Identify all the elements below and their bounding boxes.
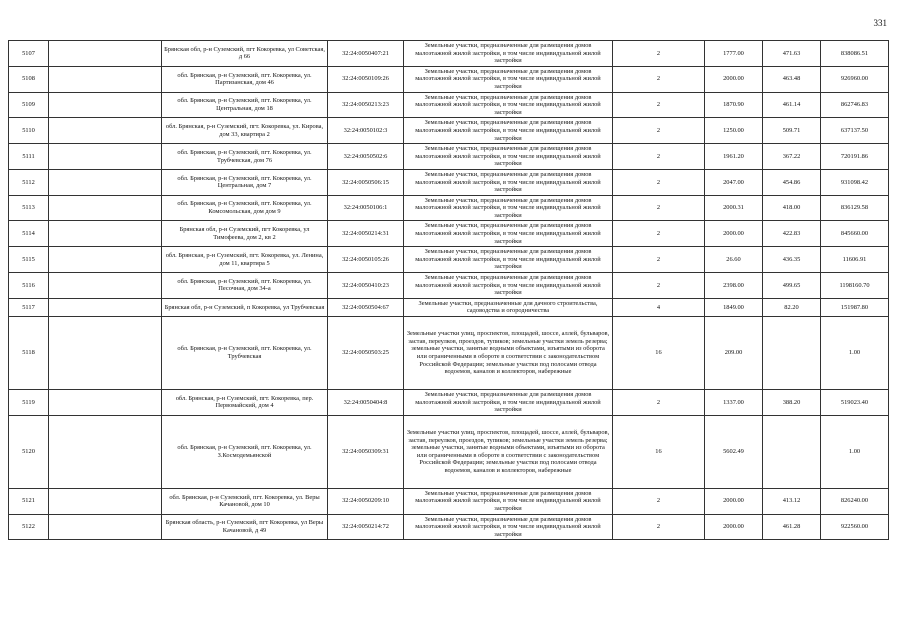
land-use-cell: Земельные участки, предназначенные для размещения домов малоэтажной жилой застройки, в том числе индивидуальной жилой застройки	[404, 390, 613, 416]
area-cell: 1849.00	[705, 298, 763, 316]
unit-price-cell: 82.20	[763, 298, 821, 316]
land-registry-table	[8, 40, 889, 540]
cadastral-value-cell: 862746.83	[821, 92, 889, 118]
cadastral-number-cell: 32:24:0050407:21	[328, 41, 404, 67]
address-cell: обл. Брянская, р-н Суземский, пгт. Кокоревка, ул. Центральная, дом 7	[162, 169, 328, 195]
table-row	[9, 118, 889, 144]
category-code-cell: 2	[613, 195, 705, 221]
cadastral-number-cell: 32:24:0050214:72	[328, 514, 404, 540]
address-cell: обл. Брянская, р-н Суземский, пгт. Кокоревка, ул. Комсомольская, дом дом 9	[162, 195, 328, 221]
cadastral-value-cell: 1198160.70	[821, 273, 889, 299]
unit-price-cell: 499.65	[763, 273, 821, 299]
page-number: 331	[873, 18, 887, 28]
cadastral-value-cell: 11606.91	[821, 247, 889, 273]
table-body	[9, 41, 889, 540]
area-cell: 2000.00	[705, 221, 763, 247]
empty-cell	[49, 415, 162, 488]
category-code-cell: 2	[613, 92, 705, 118]
cadastral-value-cell: 931098.42	[821, 169, 889, 195]
land-use-cell: Земельные участки, предназначенные для размещения домов малоэтажной жилой застройки, в том числе индивидуальной жилой застройки	[404, 247, 613, 273]
address-cell: Брянская обл, р-н Суземский, п Кокоревка, ул Трубчевская	[162, 298, 328, 316]
table-row	[9, 247, 889, 273]
table-row	[9, 273, 889, 299]
table-row	[9, 488, 889, 514]
cadastral-value-cell: 836129.58	[821, 195, 889, 221]
cadastral-value-cell: 519023.40	[821, 390, 889, 416]
table-row	[9, 390, 889, 416]
cadastral-value-cell: 1.00	[821, 415, 889, 488]
address-cell: обл. Брянская, р-н Суземский, пгт. Кокоревка, ул. З.Космодемьянской	[162, 415, 328, 488]
category-code-cell: 2	[613, 41, 705, 67]
row-number-cell: 5121	[9, 488, 49, 514]
table-row	[9, 221, 889, 247]
category-code-cell: 4	[613, 298, 705, 316]
category-code-cell: 2	[613, 273, 705, 299]
row-number-cell: 5109	[9, 92, 49, 118]
table-row	[9, 415, 889, 488]
cadastral-value-cell: 720191.86	[821, 144, 889, 170]
address-cell: обл. Брянская, р-н Суземский, пгт. Кокоревка, ул. Трубчевская	[162, 317, 328, 390]
address-cell: обл. Брянская, р-н Суземский, пгт. Кокоревка, ул. Кирова, дом 33, квартира 2	[162, 118, 328, 144]
unit-price-cell: 471.63	[763, 41, 821, 67]
unit-price-cell: 509.71	[763, 118, 821, 144]
row-number-cell: 5119	[9, 390, 49, 416]
category-code-cell: 2	[613, 118, 705, 144]
address-cell: обл. Брянская, р-н Суземский, пгт. Кокоревка, ул. Ленина, дом 11, квартира 5	[162, 247, 328, 273]
empty-cell	[49, 317, 162, 390]
address-cell: Брянская обл, р-н Суземский, пгт Кокоревка, ул Советская, д 66	[162, 41, 328, 67]
cadastral-value-cell: 151987.80	[821, 298, 889, 316]
table-row	[9, 298, 889, 316]
area-cell: 2000.00	[705, 514, 763, 540]
area-cell: 1870.90	[705, 92, 763, 118]
address-cell: обл. Брянская, р-н Суземский, пгт. Кокоревка, ул. Центральная, дом 18	[162, 92, 328, 118]
address-cell: Брянская обл, р-н Суземский, пгт Кокоревка, ул Тимофеева, дом 2, кв 2	[162, 221, 328, 247]
unit-price-cell: 461.14	[763, 92, 821, 118]
unit-price-cell: 367.22	[763, 144, 821, 170]
empty-cell	[49, 514, 162, 540]
cadastral-value-cell: 1.00	[821, 317, 889, 390]
category-code-cell: 2	[613, 221, 705, 247]
row-number-cell: 5112	[9, 169, 49, 195]
row-number-cell: 5111	[9, 144, 49, 170]
cadastral-value-cell: 926960.00	[821, 66, 889, 92]
row-number-cell: 5108	[9, 66, 49, 92]
empty-cell	[49, 118, 162, 144]
cadastral-value-cell: 637137.50	[821, 118, 889, 144]
cadastral-number-cell: 32:24:0050102:3	[328, 118, 404, 144]
cadastral-number-cell: 32:24:0050214:31	[328, 221, 404, 247]
cadastral-number-cell: 32:24:0050503:25	[328, 317, 404, 390]
table-row	[9, 317, 889, 390]
area-cell: 1961.20	[705, 144, 763, 170]
land-use-cell: Земельные участки, предназначенные для размещения домов малоэтажной жилой застройки, в том числе индивидуальной жилой застройки	[404, 169, 613, 195]
address-cell: обл. Брянская, р-н Суземский, пгт. Кокоревка, ул. Партизанская, дом 46	[162, 66, 328, 92]
table-row	[9, 41, 889, 67]
empty-cell	[49, 195, 162, 221]
category-code-cell: 2	[613, 169, 705, 195]
table-row	[9, 92, 889, 118]
cadastral-number-cell: 32:24:0050502:6	[328, 144, 404, 170]
table-row	[9, 66, 889, 92]
land-use-cell: Земельные участки улиц, проспектов, площадей, шоссе, аллей, бульваров, застав, переулков, проездов, тупиков; земельные участки земель резерва; земельные участки, занятые водными объектами, изъятыми из оборота или ограниченными в обороте в соответствии с законодательством Российской Федерации; земельные участки под полосами отвода водоемов, каналов и коллекторов, набережные	[404, 415, 613, 488]
cadastral-number-cell: 32:24:0050504:67	[328, 298, 404, 316]
unit-price-cell	[763, 317, 821, 390]
unit-price-cell: 463.48	[763, 66, 821, 92]
cadastral-number-cell: 32:24:0050404:8	[328, 390, 404, 416]
area-cell: 2000.00	[705, 488, 763, 514]
category-code-cell: 2	[613, 514, 705, 540]
land-use-cell: Земельные участки, предназначенные для размещения домов малоэтажной жилой застройки, в том числе индивидуальной жилой застройки	[404, 221, 613, 247]
area-cell: 2000.00	[705, 66, 763, 92]
table-row	[9, 169, 889, 195]
category-code-cell: 16	[613, 317, 705, 390]
land-use-cell: Земельные участки, предназначенные для размещения домов малоэтажной жилой застройки, в том числе индивидуальной жилой застройки	[404, 514, 613, 540]
land-use-cell: Земельные участки, предназначенные для дачного строительства, садоводства и огородничества	[404, 298, 613, 316]
empty-cell	[49, 488, 162, 514]
cadastral-number-cell: 32:24:0050209:10	[328, 488, 404, 514]
cadastral-value-cell: 838086.51	[821, 41, 889, 67]
address-cell: обл. Брянская, р-н Суземский, пгт. Кокоревка, пер. Первомайский, дом 4	[162, 390, 328, 416]
row-number-cell: 5116	[9, 273, 49, 299]
land-use-cell: Земельные участки, предназначенные для размещения домов малоэтажной жилой застройки, в том числе индивидуальной жилой застройки	[404, 273, 613, 299]
land-use-cell: Земельные участки, предназначенные для размещения домов малоэтажной жилой застройки, в том числе индивидуальной жилой застройки	[404, 92, 613, 118]
row-number-cell: 5107	[9, 41, 49, 67]
empty-cell	[49, 41, 162, 67]
cadastral-value-cell: 826240.00	[821, 488, 889, 514]
empty-cell	[49, 390, 162, 416]
area-cell: 2047.00	[705, 169, 763, 195]
land-use-cell: Земельные участки, предназначенные для размещения домов малоэтажной жилой застройки, в том числе индивидуальной жилой застройки	[404, 118, 613, 144]
category-code-cell: 2	[613, 144, 705, 170]
area-cell: 2398.00	[705, 273, 763, 299]
area-cell: 26.60	[705, 247, 763, 273]
cadastral-number-cell: 32:24:0050213:23	[328, 92, 404, 118]
address-cell: обл. Брянская, р-н Суземский, пгт. Кокоревка, ул. Веры Качановой, дом 10	[162, 488, 328, 514]
table-row	[9, 144, 889, 170]
area-cell: 1337.00	[705, 390, 763, 416]
address-cell: Брянская область, р-н Суземский, пгт Кокоревка, ул Веры Качановой, д 49	[162, 514, 328, 540]
address-cell: обл. Брянская, р-н Суземский, пгт. Кокоревка, ул. Трубчевская, дом 76	[162, 144, 328, 170]
unit-price-cell	[763, 415, 821, 488]
land-use-cell: Земельные участки, предназначенные для размещения домов малоэтажной жилой застройки, в том числе индивидуальной жилой застройки	[404, 195, 613, 221]
land-use-cell: Земельные участки, предназначенные для размещения домов малоэтажной жилой застройки, в том числе индивидуальной жилой застройки	[404, 41, 613, 67]
address-cell: обл. Брянская, р-н Суземский, пгт. Кокоревка, ул. Песочная, дом 34-а	[162, 273, 328, 299]
cadastral-value-cell: 845660.00	[821, 221, 889, 247]
table-row	[9, 514, 889, 540]
unit-price-cell: 388.20	[763, 390, 821, 416]
empty-cell	[49, 66, 162, 92]
land-use-cell: Земельные участки, предназначенные для размещения домов малоэтажной жилой застройки, в том числе индивидуальной жилой застройки	[404, 488, 613, 514]
land-use-cell: Земельные участки улиц, проспектов, площадей, шоссе, аллей, бульваров, застав, переулков, проездов, тупиков; земельные участки земель резерва; земельные участки, занятые водными объектами, изъятыми из оборота или ограниченными в обороте в соответствии с законодательством Российской Федерации; земельные участки под полосами отвода водоемов, каналов и коллекторов, набережные	[404, 317, 613, 390]
row-number-cell: 5110	[9, 118, 49, 144]
category-code-cell: 16	[613, 415, 705, 488]
cadastral-number-cell: 32:24:0050309:31	[328, 415, 404, 488]
cadastral-number-cell: 32:24:0050506:15	[328, 169, 404, 195]
row-number-cell: 5120	[9, 415, 49, 488]
unit-price-cell: 454.86	[763, 169, 821, 195]
area-cell: 2000.31	[705, 195, 763, 221]
category-code-cell: 2	[613, 247, 705, 273]
land-use-cell: Земельные участки, предназначенные для размещения домов малоэтажной жилой застройки, в том числе индивидуальной жилой застройки	[404, 66, 613, 92]
unit-price-cell: 422.83	[763, 221, 821, 247]
row-number-cell: 5114	[9, 221, 49, 247]
cadastral-number-cell: 32:24:0050106:1	[328, 195, 404, 221]
unit-price-cell: 413.12	[763, 488, 821, 514]
row-number-cell: 5122	[9, 514, 49, 540]
row-number-cell: 5117	[9, 298, 49, 316]
empty-cell	[49, 273, 162, 299]
category-code-cell: 2	[613, 390, 705, 416]
area-cell: 209.00	[705, 317, 763, 390]
cadastral-number-cell: 32:24:0050109:26	[328, 66, 404, 92]
empty-cell	[49, 298, 162, 316]
empty-cell	[49, 92, 162, 118]
cadastral-number-cell: 32:24:0050410:23	[328, 273, 404, 299]
row-number-cell: 5118	[9, 317, 49, 390]
unit-price-cell: 436.35	[763, 247, 821, 273]
cadastral-number-cell: 32:24:0050105:26	[328, 247, 404, 273]
empty-cell	[49, 221, 162, 247]
unit-price-cell: 418.00	[763, 195, 821, 221]
land-use-cell: Земельные участки, предназначенные для размещения домов малоэтажной жилой застройки, в том числе индивидуальной жилой застройки	[404, 144, 613, 170]
cadastral-value-cell: 922560.00	[821, 514, 889, 540]
area-cell: 1250.00	[705, 118, 763, 144]
empty-cell	[49, 144, 162, 170]
row-number-cell: 5113	[9, 195, 49, 221]
table-row	[9, 195, 889, 221]
category-code-cell: 2	[613, 66, 705, 92]
area-cell: 5602.49	[705, 415, 763, 488]
empty-cell	[49, 169, 162, 195]
empty-cell	[49, 247, 162, 273]
area-cell: 1777.00	[705, 41, 763, 67]
row-number-cell: 5115	[9, 247, 49, 273]
unit-price-cell: 461.28	[763, 514, 821, 540]
category-code-cell: 2	[613, 488, 705, 514]
